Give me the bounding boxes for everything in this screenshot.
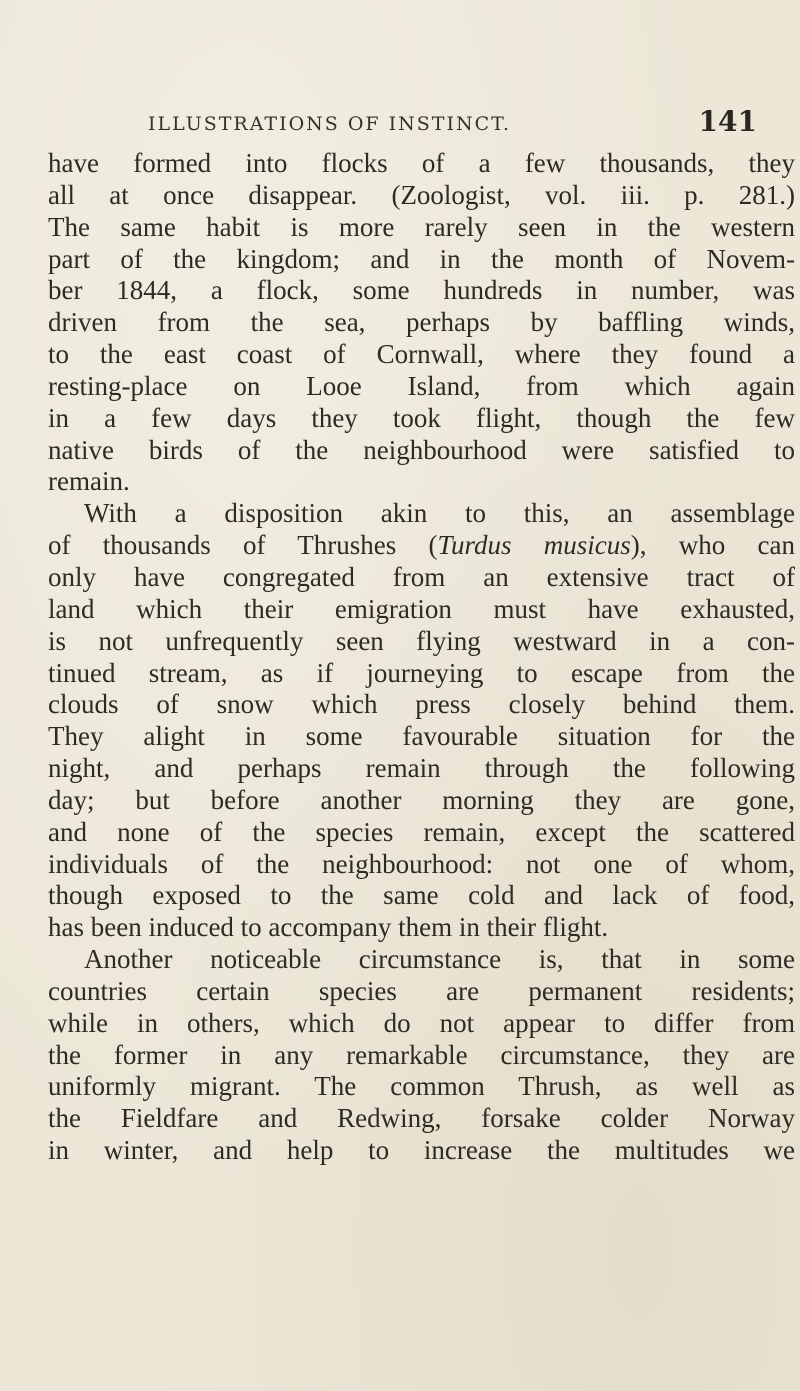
text-line: part of the kingdom; and in the month of Novem- bbox=[48, 243, 795, 274]
text-line: They alight in some favourable situation for the bbox=[48, 721, 795, 752]
text-line: native birds of the neighbourhood were satisfied to bbox=[48, 434, 795, 465]
text-line: and none of the species remain, except the scattered bbox=[48, 816, 795, 847]
species-name-italic: Turdus musicus bbox=[437, 530, 631, 561]
text-segment: of thousands of Thrushes ( bbox=[48, 530, 438, 561]
text-line: uniformly migrant. The common Thrush, as well as bbox=[48, 1071, 795, 1102]
text-line: countries certain species are permanent residents; bbox=[48, 975, 795, 1006]
text-line: clouds of snow which press closely behind them. bbox=[48, 689, 795, 720]
text-line: have formed into flocks of a few thousands, they bbox=[48, 148, 795, 178]
running-head bbox=[40, 103, 765, 143]
text-line: while in others, which do not appear to differ from bbox=[48, 1007, 795, 1038]
text-line: land which their emigration must have exhausted, bbox=[48, 593, 795, 624]
text-line: individuals of the neighbourhood: not one of whom, bbox=[48, 848, 795, 879]
text-line: the former in any remarkable circumstance, they are bbox=[48, 1039, 795, 1070]
running-title: ILLUSTRATIONS OF INSTINCT. bbox=[148, 113, 512, 135]
text-line: all at once disappear. (Zoologist, vol. iii. p. 281.) bbox=[48, 179, 795, 210]
text-line: driven from the sea, perhaps by baffling winds, bbox=[48, 307, 795, 338]
text-line: to the east coast of Cornwall, where they found a bbox=[48, 339, 795, 370]
text-line: remain. bbox=[48, 466, 130, 497]
text-line: Another noticeable circumstance is, that in some bbox=[84, 944, 795, 975]
text-line: tinued stream, as if journeying to escape from the bbox=[48, 657, 795, 688]
text-segment: ), who can bbox=[630, 530, 795, 561]
text-line: ber 1844, a flock, some hundreds in number, was bbox=[48, 275, 795, 306]
text-line: in a few days they took flight, though the few bbox=[48, 402, 795, 433]
text-line: has been induced to accompany them in their flight. bbox=[48, 912, 609, 943]
text-line: though exposed to the same cold and lack of food, bbox=[48, 880, 795, 911]
text-line: the Fieldfare and Redwing, forsake colder Norway bbox=[48, 1103, 795, 1134]
text-line bbox=[48, 530, 795, 562]
text-line: only have congregated from an extensive tract of bbox=[48, 561, 795, 592]
text-line: With a disposition akin to this, an assemblage bbox=[84, 498, 795, 529]
text-line: night, and perhaps remain through the following bbox=[48, 753, 795, 784]
page-number: 141 bbox=[698, 105, 757, 138]
text-line: resting-place on Looe Island, from which again bbox=[48, 370, 795, 401]
body-text bbox=[48, 148, 795, 1167]
text-line: in winter, and help to increase the multitudes we bbox=[48, 1135, 795, 1166]
text-line: The same habit is more rarely seen in the western bbox=[48, 211, 795, 242]
text-line: is not unfrequently seen flying westward in a con- bbox=[48, 625, 795, 656]
text-line: day; but before another morning they are gone, bbox=[48, 784, 795, 815]
